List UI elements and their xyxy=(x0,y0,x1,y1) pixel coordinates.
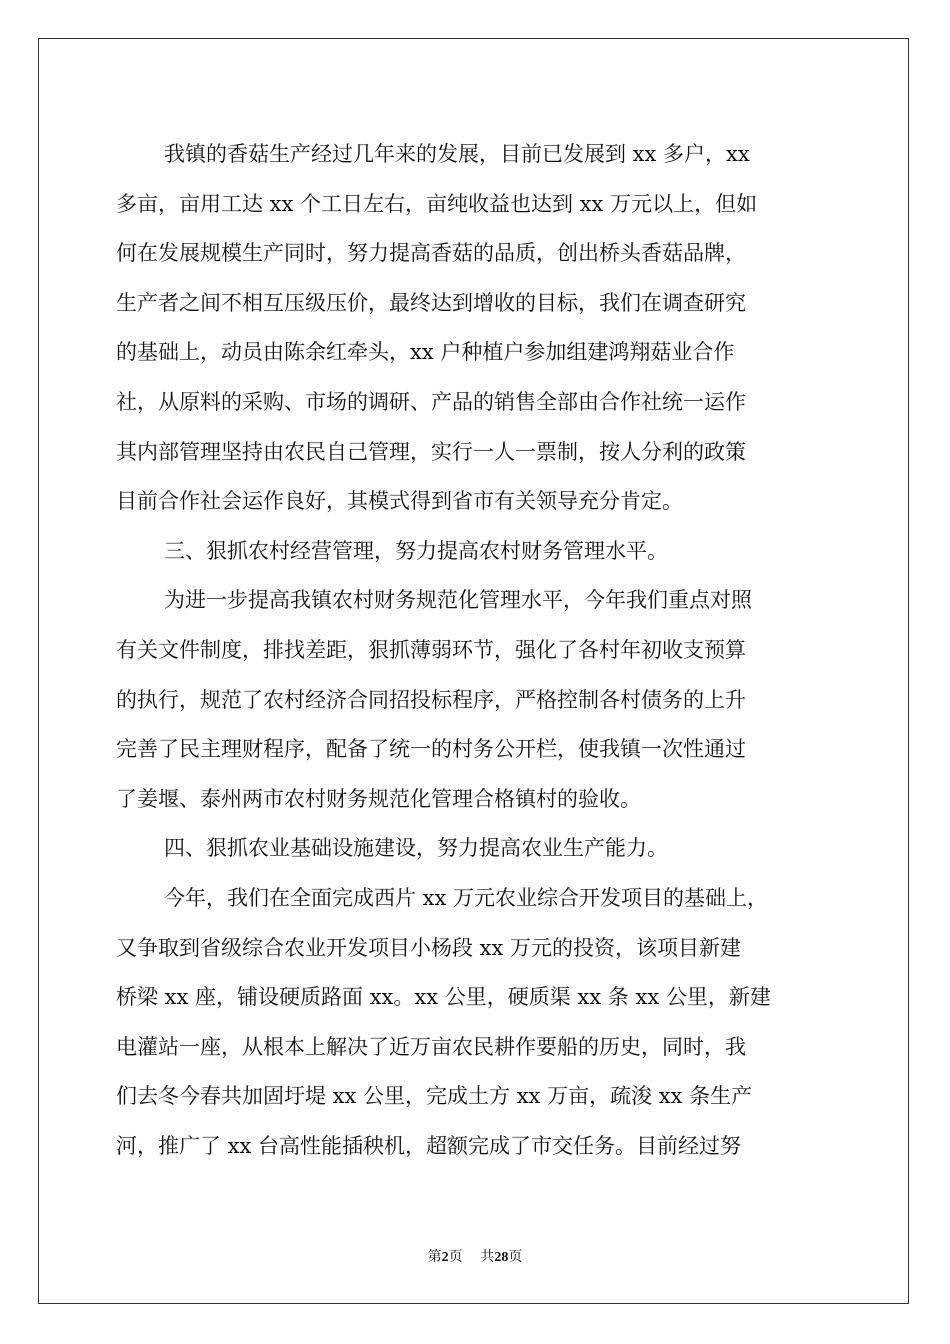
text-line: 社，从原料的采购、市场的调研、产品的销售全部由合作社统一运作 xyxy=(116,389,746,414)
text-line: 今年，我们在全面完成西片 xx 万元农业综合开发项目的基础上， xyxy=(164,885,769,910)
page-suffix: 页 xyxy=(448,1249,463,1265)
document-body xyxy=(116,130,836,1171)
text-line: 完善了民主理财程序，配备了统一的村务公开栏，使我镇一次性通过 xyxy=(116,737,746,762)
page-prefix: 第 xyxy=(427,1249,442,1265)
text-line: 其内部管理坚持由农民自己管理，实行一人一票制，按人分利的政策 xyxy=(116,439,746,464)
text-line: 何在发展规模生产同时，努力提高香菇的品质，创出桥头香菇品牌， xyxy=(116,241,746,266)
text-line: 了姜堰、泰州两市农村财务规范化管理合格镇村的验收。 xyxy=(116,786,641,811)
section-heading: 三、狠抓农村经营管理，努力提高农村财务管理水平。 xyxy=(164,538,668,563)
total-suffix: 页 xyxy=(508,1249,523,1265)
text-line: 为进一步提高我镇农村财务规范化管理水平，今年我们重点对照 xyxy=(164,588,752,613)
text-line: 河，推广了 xx 台高性能插秧机，超额完成了市交任务。目前经过努 xyxy=(116,1133,742,1158)
text-line: 的基础上，动员由陈余红牵头，xx 户种植户参加组建鸿翔菇业合作 xyxy=(116,340,735,365)
page-footer xyxy=(0,1246,950,1266)
section-heading: 四、狠抓农业基础设施建设，努力提高农业生产能力。 xyxy=(164,836,668,861)
text-line: 们去冬今春共加固圩堤 xx 公里，完成土方 xx 万亩，疏浚 xx 条生产 xyxy=(116,1084,753,1109)
text-line: 多亩，亩用工达 xx 个工日左右，亩纯收益也达到 xx 万元以上，但如 xyxy=(116,191,758,216)
text-line: 的执行，规范了农村经济合同招投标程序，严格控制各村债务的上升 xyxy=(116,687,746,712)
text-line: 桥梁 xx 座，铺设硬质路面 xx。xx 公里，硬质渠 xx 条 xx 公里，新建 xyxy=(116,985,771,1010)
text-line: 电灌站一座，从根本上解决了近万亩农民耕作要船的历史，同时，我 xyxy=(116,1034,746,1059)
total-pages: 28 xyxy=(494,1250,509,1265)
page-number: 2 xyxy=(441,1250,449,1265)
total-prefix: 共 xyxy=(480,1249,495,1265)
text-line: 有关文件制度，排找差距，狠抓薄弱环节，强化了各村年初收支预算 xyxy=(116,637,746,662)
text-line: 我镇的香菇生产经过几年来的发展，目前已发展到 xx 多户，xx xyxy=(164,142,750,166)
text-line: 又争取到省级综合农业开发项目小杨段 xx 万元的投资，该项目新建 xyxy=(116,935,742,960)
text-line: 生产者之间不相互压级压价，最终达到增收的目标，我们在调查研究 xyxy=(116,290,746,315)
text-line: 目前合作社会运作良好，其模式得到省市有关领导充分肯定。 xyxy=(116,489,683,514)
